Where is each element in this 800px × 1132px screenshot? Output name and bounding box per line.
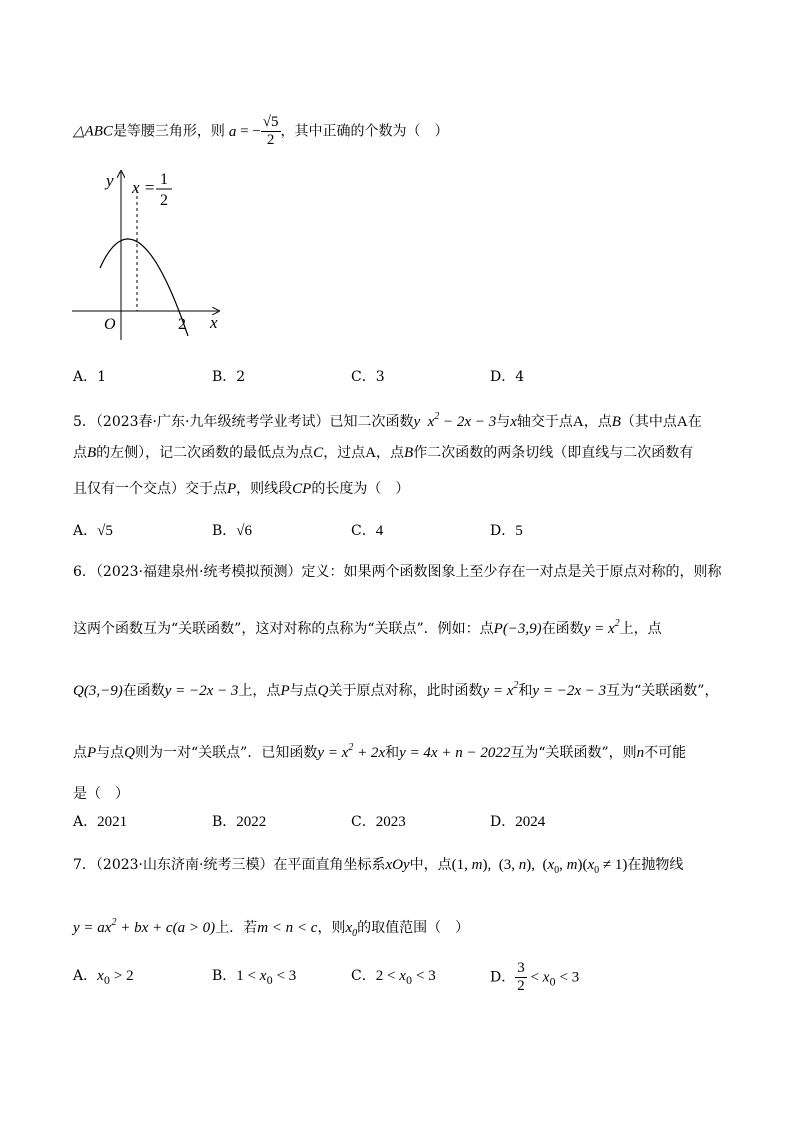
q6-option-a[interactable]: A．2021 — [73, 814, 128, 830]
q7-option-b[interactable]: B．$1 < x_0 < 3$ — [212, 968, 297, 987]
q4-tail-line: △ABC是等腰三角形，则 a = − $\frac{√5}{2}$ ，其中正确的个数为（ ） — [73, 114, 449, 148]
point-q-coords: Q(3,−9) — [73, 683, 123, 699]
parabola-figure — [60, 160, 240, 350]
x-tick-label-2: 2 — [178, 316, 186, 333]
q5-option-d[interactable]: D．5 — [490, 523, 523, 539]
q5-option-b[interactable]: B．√6 — [212, 523, 253, 539]
symmetry-axis-fraction-denominator: 2 — [160, 192, 168, 209]
triangle-abc-symbol: △ABC — [73, 123, 113, 140]
q7-number: 7． — [73, 857, 96, 873]
q6-line-5: 是（ ） — [73, 786, 129, 802]
q6-option-b[interactable]: B．2022 — [212, 814, 267, 830]
q4-option-d[interactable]: D．4 — [490, 369, 525, 385]
q5-source: （2023春·广东·九年级统考学业考试） — [95, 414, 330, 430]
q6-line-4: 点P与点Q则为一对“关联点”．已知函数$y = x^2 + 2x$和y = 4x + n − 2022互为“关联函数”，则n不可能 — [73, 742, 687, 761]
formula-a-equals: a — [228, 123, 237, 140]
q7-points: (1, m), (3, n), ($x_0$, $m)(x_0 \ne 1)$ — [451, 857, 628, 876]
point-p-coords: P(−3,9) — [493, 621, 542, 637]
origin-label: O — [104, 316, 116, 333]
q7-parabola-formula: $y = ax^2$ + bx + c(a > 0) — [73, 917, 216, 936]
q5-line-3: 且仅有一个交点）交于点P，则线段CP的长度为（ ） — [73, 481, 410, 497]
q4-option-b[interactable]: B．2 — [212, 369, 246, 385]
q6-source: （2023·福建泉州·统考模拟预测） — [95, 564, 302, 580]
q5-line-2: 点B的左侧），记二次函数的最低点为点C，过点A，点B作二次函数的两条切线（即直线与二次函数有 — [73, 445, 694, 461]
q4-tail-post: ，其中正确的个数为（ ） — [280, 123, 449, 140]
x-axis-label: x — [210, 313, 218, 332]
q7-option-d[interactable]: D． $\frac{3}{2}$ < $x_0 < 3$ — [490, 960, 580, 994]
symmetry-axis-fraction-numerator: 1 — [160, 171, 168, 188]
q6-option-c[interactable]: C．2023 — [351, 814, 406, 830]
q5-number: 5． — [73, 414, 96, 430]
q5-quadratic-formula: y $x^2 - 2x - 3$ — [413, 411, 497, 430]
q4-option-a[interactable]: A．1 — [73, 369, 107, 385]
q7-option-a[interactable]: A．$x_0 > 2$ — [73, 968, 134, 987]
symmetry-axis-label: x = — [132, 178, 156, 197]
q4-option-c[interactable]: C．3 — [351, 369, 385, 385]
q6-number: 6． — [73, 564, 96, 580]
q6-line-3: Q(3,−9)在函数y = −2x − 3上，点P与点Q关于原点对称，此时函数$y = x^2$和y = −2x − 3互为“关联函数”， — [73, 680, 719, 699]
q7-source: （2023·山东济南·统考三模） — [95, 857, 274, 873]
y-axis-label: y — [106, 171, 114, 190]
q7-option-c[interactable]: C．$2 < x_0 < 3$ — [351, 968, 436, 987]
fraction-sqrt5-over-2: $\frac{√5}{2}$ — [262, 114, 279, 148]
q4-tail-pre: 是等腰三角形，则 — [112, 123, 225, 140]
q5-option-c[interactable]: C．4 — [351, 523, 384, 539]
q6-line-2: 这两个函数互为“关联函数”，这对对称的点称为“关联点”．例如：点P(−3,9)在函数$y = x^2$上，点 — [73, 618, 662, 637]
q6-option-d[interactable]: D．2024 — [490, 814, 546, 830]
q5-option-a[interactable]: A．√5 — [73, 523, 113, 539]
q7-line-2: $y = ax^2$ + bx + c(a > 0)上．若m < n < c，则$x_0$的取值范围（ ） — [73, 917, 470, 939]
q6-line-1: 6．（2023·福建泉州·统考模拟预测）定义：如果两个函数图象上至少存在一对点是关于原点对称的，则称 — [73, 564, 722, 580]
q7-line-1: 7．（2023·山东济南·统考三模）在平面直角坐标系xOy中，点(1, m), (3, n), ($x_0$, $m)(x_0 \ne 1)$在抛物线 — [73, 857, 684, 876]
q5-line-1: 5．（2023春·广东·九年级统考学业考试）已知二次函数y $x^2 - 2x - 3$与x轴交于点A，点B（其中点A在 — [73, 411, 702, 430]
